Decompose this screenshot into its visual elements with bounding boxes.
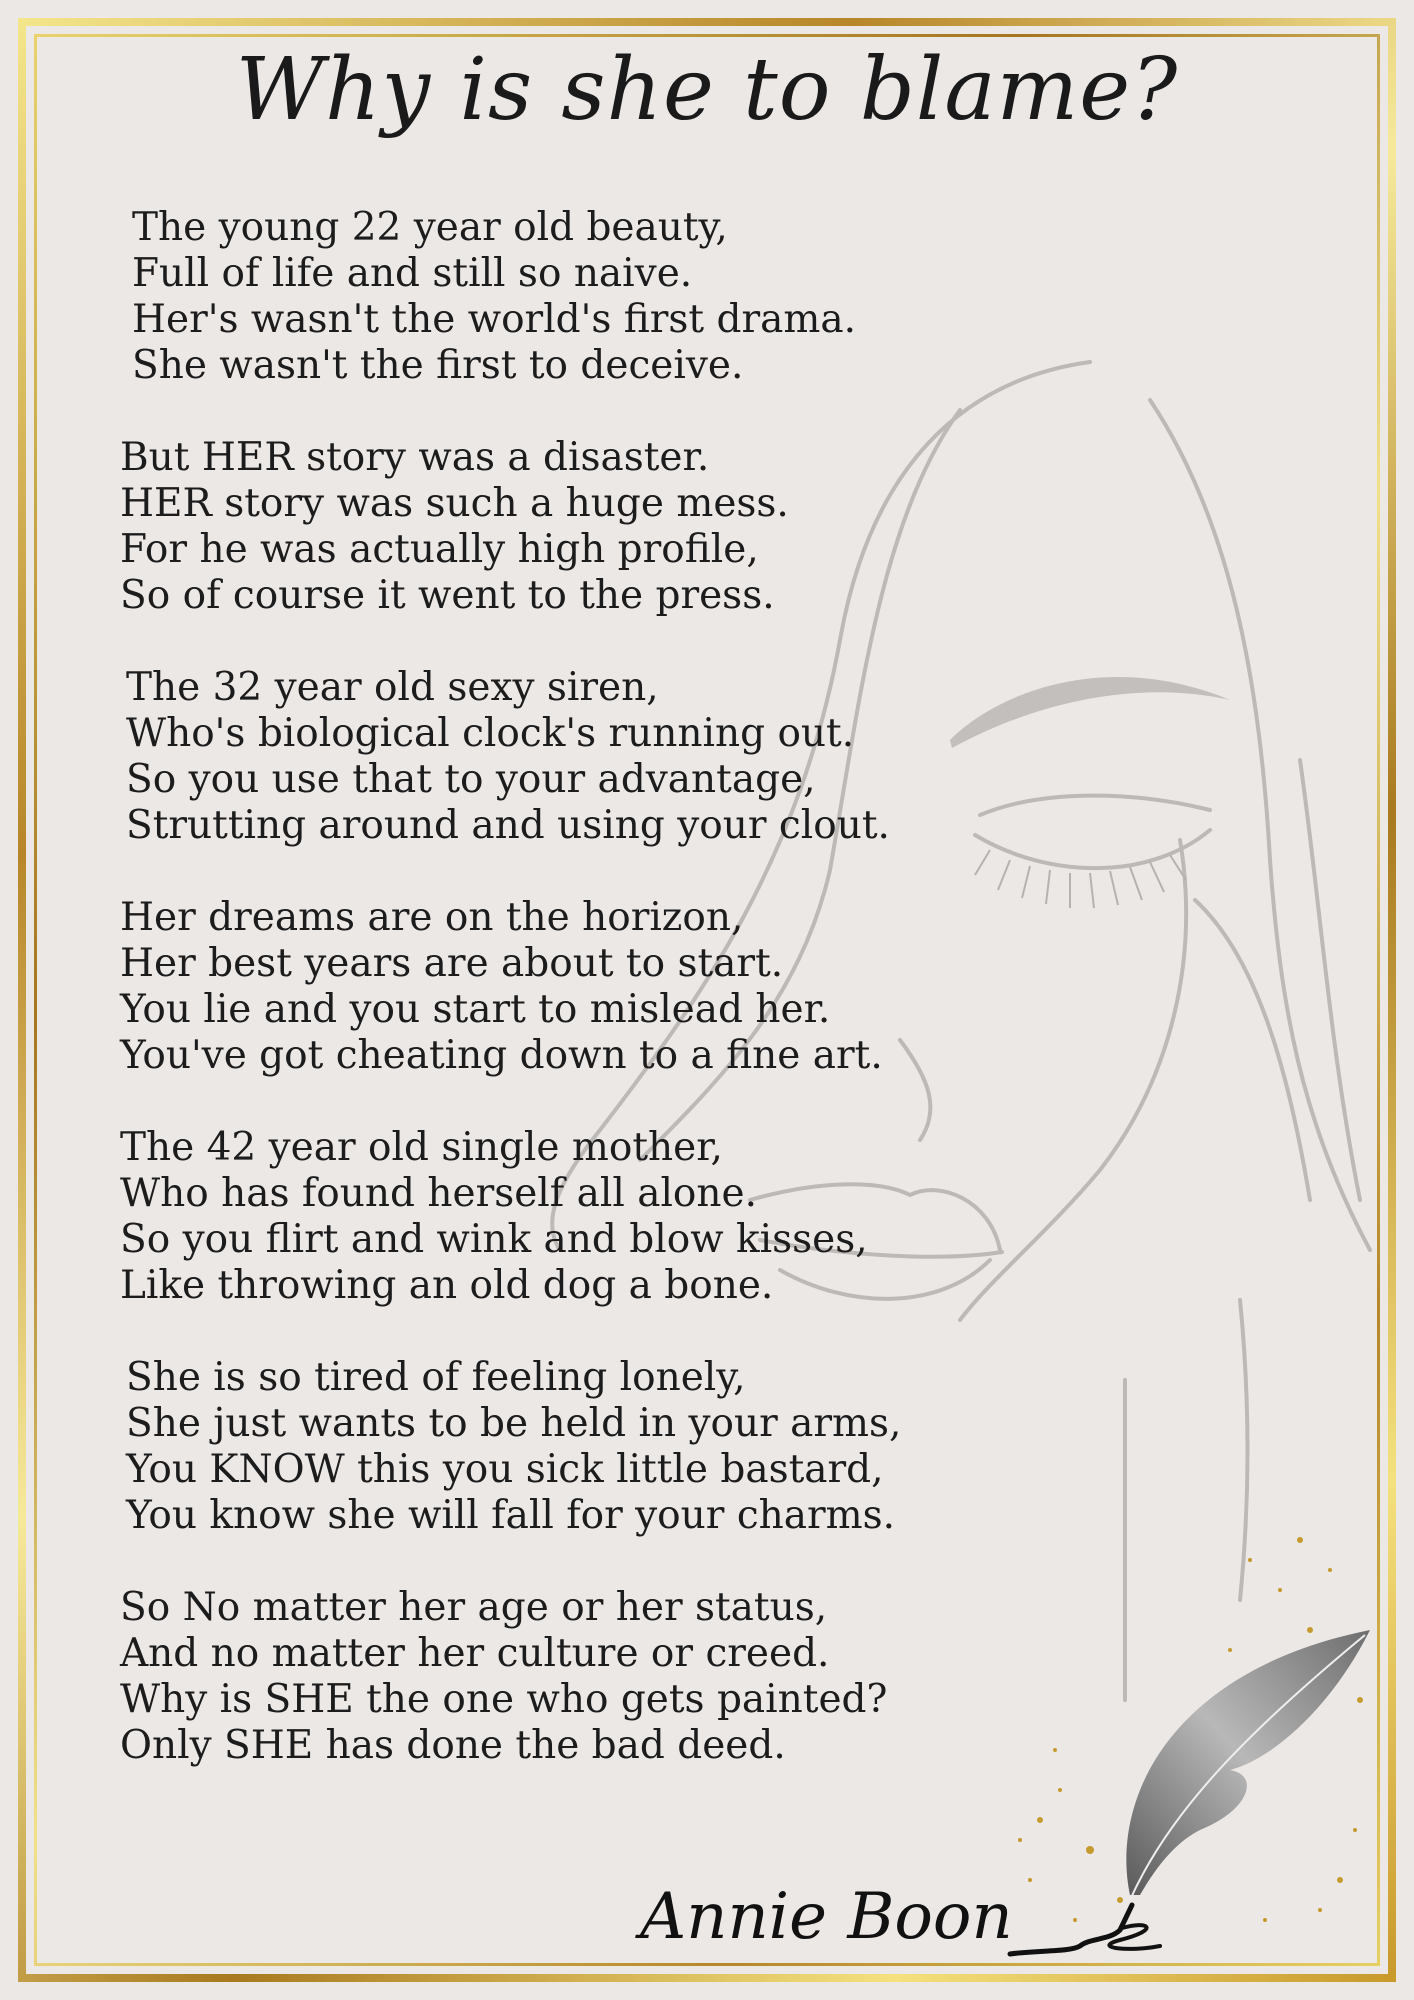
stanza — [120, 435, 1020, 619]
poem-line: Only SHE has done the bad deed. — [120, 1723, 786, 1768]
poem-line: So you flirt and wink and blow kisses, — [120, 1217, 868, 1262]
poem-title: Why is she to blame? — [235, 40, 1179, 140]
poem-line: And no matter her culture or creed. — [120, 1631, 830, 1676]
stanza — [120, 1125, 1020, 1309]
poem-line: But HER story was a disaster. — [120, 435, 710, 480]
poem-line: You've got cheating down to a fine art. — [120, 1033, 883, 1078]
poem-line: For he was actually high profile, — [120, 527, 759, 572]
poem-line: Strutting around and using your clout. — [126, 803, 890, 848]
poem-line: You lie and you start to mislead her. — [120, 987, 831, 1032]
poem-line: HER story was such a huge mess. — [120, 481, 789, 526]
poem-line: Full of life and still so naive. — [132, 251, 693, 296]
poem-line: So of course it went to the press. — [120, 573, 775, 618]
poem-line: The 42 year old single mother, — [120, 1125, 723, 1170]
poem-line: The 32 year old sexy siren, — [126, 665, 659, 710]
poem-line: She just wants to be held in your arms, — [126, 1401, 902, 1446]
poem-line: Her best years are about to start. — [120, 941, 784, 986]
poem-line: You KNOW this you sick little bastard, — [126, 1447, 884, 1492]
author-signature: Annie Boon — [640, 1880, 1013, 1954]
poem-line: She wasn't the first to deceive. — [132, 343, 744, 388]
poem-line: The young 22 year old beauty, — [132, 205, 728, 250]
poem-line: Like throwing an old dog a bone. — [120, 1263, 774, 1308]
poem-line: So No matter her age or her status, — [120, 1585, 828, 1630]
stanza — [120, 205, 1020, 389]
poem-line: Who's biological clock's running out. — [126, 711, 855, 756]
poem-line: Who has found herself all alone. — [120, 1171, 758, 1216]
quill-feather-icon — [1000, 1500, 1380, 1960]
stanza — [120, 1355, 1020, 1539]
stanza — [120, 665, 1020, 849]
poem-line: Her dreams are on the horizon, — [120, 895, 744, 940]
poem-line: Why is SHE the one who gets painted? — [120, 1677, 888, 1722]
poem-line: So you use that to your advantage, — [126, 757, 816, 802]
poem-line: She is so tired of feeling lonely, — [126, 1355, 746, 1400]
stanza — [120, 895, 1020, 1079]
stanza — [120, 1585, 1020, 1769]
poem-body — [120, 205, 1020, 1815]
poem-line: You know she will fall for your charms. — [126, 1493, 896, 1538]
poem-line: Her's wasn't the world's first drama. — [132, 297, 856, 342]
